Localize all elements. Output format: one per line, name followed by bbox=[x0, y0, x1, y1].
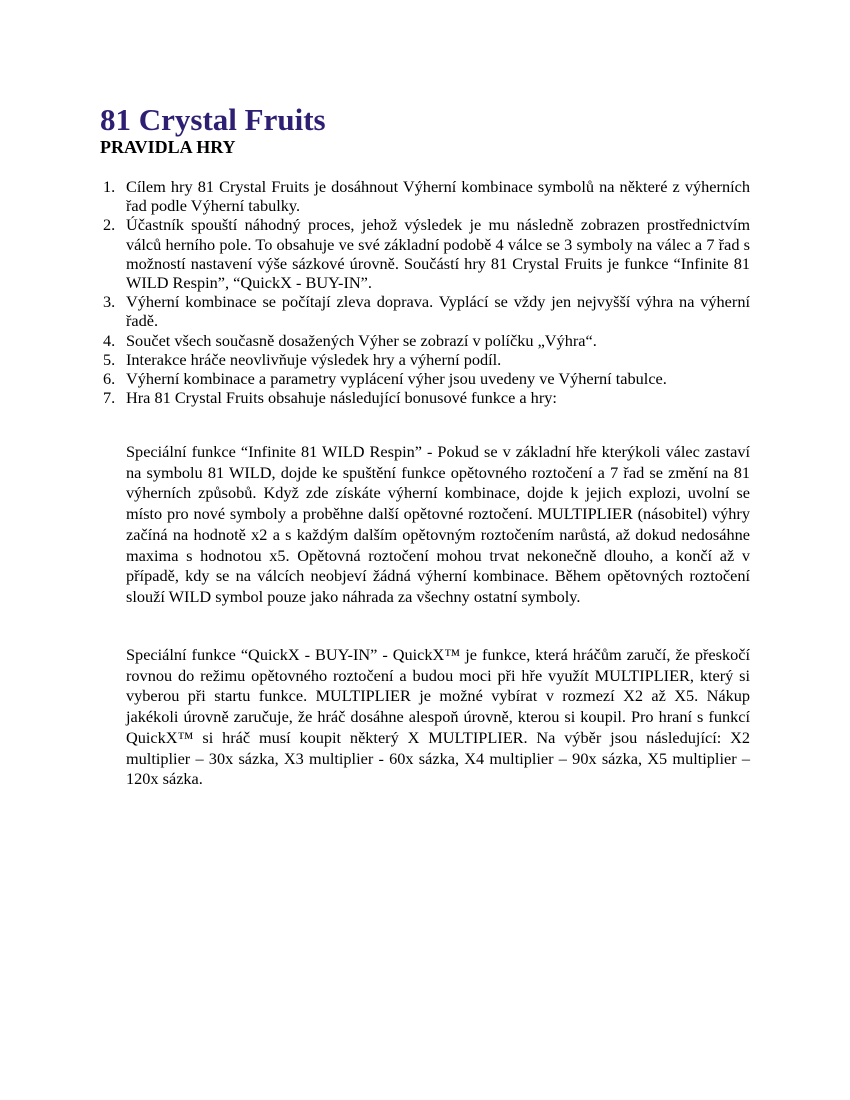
rule-item bbox=[100, 369, 750, 388]
rule-number: 3. bbox=[103, 292, 116, 312]
rule-text: Interakce hráče neovlivňuje výsledek hry a výherní podíl. bbox=[126, 349, 502, 369]
rule-text: Výherní kombinace se počítají zleva doprava. Vyplácí se vždy jen nejvyšší výhra na výherní řadě. bbox=[126, 292, 750, 331]
document-title: 81 Crystal Fruits bbox=[100, 102, 326, 137]
rule-number: 1. bbox=[103, 177, 116, 196]
rule-number: 4. bbox=[103, 330, 116, 350]
rule-item bbox=[100, 292, 750, 330]
rule-text: Účastník spouští náhodný proces, jehož výsledek je mu následně zobrazen prostřednictvím válců herního pole. To obsahuje ve své základní podobě 4 válce se 3 symboly na válec a 7 řad s možností nastavení výše sázkové úrovně. Součástí hry 81 Crystal Fruits je funkce “Infinite 81 WILD Respin”, “QuickX - BUY-IN”. bbox=[126, 215, 750, 293]
feature-paragraph-wild-respin: Speciální funkce “Infinite 81 WILD Respin” - Pokud se v základní hře kterýkoli válec zastaví na symbolu 81 WILD, dojde ke spuštění funkce opětovného roztočení a 7 řad se změní na 81 výherních způsobů. Když zde získáte výherní kombinace, dojde k jejich explozi, uvolní se místo pro nové symboly a proběhne další opětovné roztočení. MULTIPLIER (násobitel) výhry začíná na hodnotě x2 a s každým dalším opětovným roztočením narůstá, až dokud nedosáhne maxima s hodnotou x5. Opětovná roztočení mohou trvat nekonečně dlouho, a končí až v případě, kdy se na válcích neobjeví žádná výherní kombinace. Během opětovných roztočení slouží WILD symbol pouze jako náhrada za všechny ostatní symboly. bbox=[126, 442, 750, 606]
rule-text: Hra 81 Crystal Fruits obsahuje následující bonusové funkce a hry: bbox=[126, 388, 557, 408]
rule-text: Výherní kombinace a parametry vyplácení výher jsou uvedeny ve Výherní tabulce. bbox=[126, 369, 667, 389]
rule-item bbox=[100, 215, 750, 292]
rule-number: 2. bbox=[103, 215, 116, 235]
document-subtitle: PRAVIDLA HRY bbox=[100, 137, 236, 157]
rule-item bbox=[100, 177, 750, 215]
rule-number: 6. bbox=[103, 369, 116, 389]
rule-text: Cílem hry 81 Crystal Fruits je dosáhnout Výherní kombinace symbolů na některé z výherních řad podle Výherní tabulky. bbox=[126, 177, 750, 216]
rule-item bbox=[100, 331, 750, 350]
feature-paragraph-quickx: Speciální funkce “QuickX - BUY-IN” - QuickX™ je funkce, která hráčům zaručí, že přeskočí rovnou do režimu opětovného roztočení a budou moci při hře využít MULTIPLIER, který si vyberou při startu funkce. MULTIPLIER je možné vybírat v rozmezí X2 až X5. Nákup jakékoli úrovně zaručuje, že hráč dosáhne alespoň úrovně, kterou si koupil. Pro hraní s funkcí QuickX™ si hráč musí koupit některý X MULTIPLIER. Na výběr jsou následující: X2 multiplier – 30x sázka, X3 multiplier - 60x sázka, X4 multiplier – 90x sázka, X5 multiplier – 120x sázka. bbox=[126, 645, 750, 789]
rules-list bbox=[100, 177, 750, 407]
rule-text: Součet všech současně dosažených Výher se zobrazí v políčku „Výhra“. bbox=[126, 330, 597, 350]
rule-item bbox=[100, 388, 750, 407]
rule-item bbox=[100, 350, 750, 369]
rule-number: 5. bbox=[103, 349, 116, 369]
rule-number: 7. bbox=[103, 388, 116, 408]
